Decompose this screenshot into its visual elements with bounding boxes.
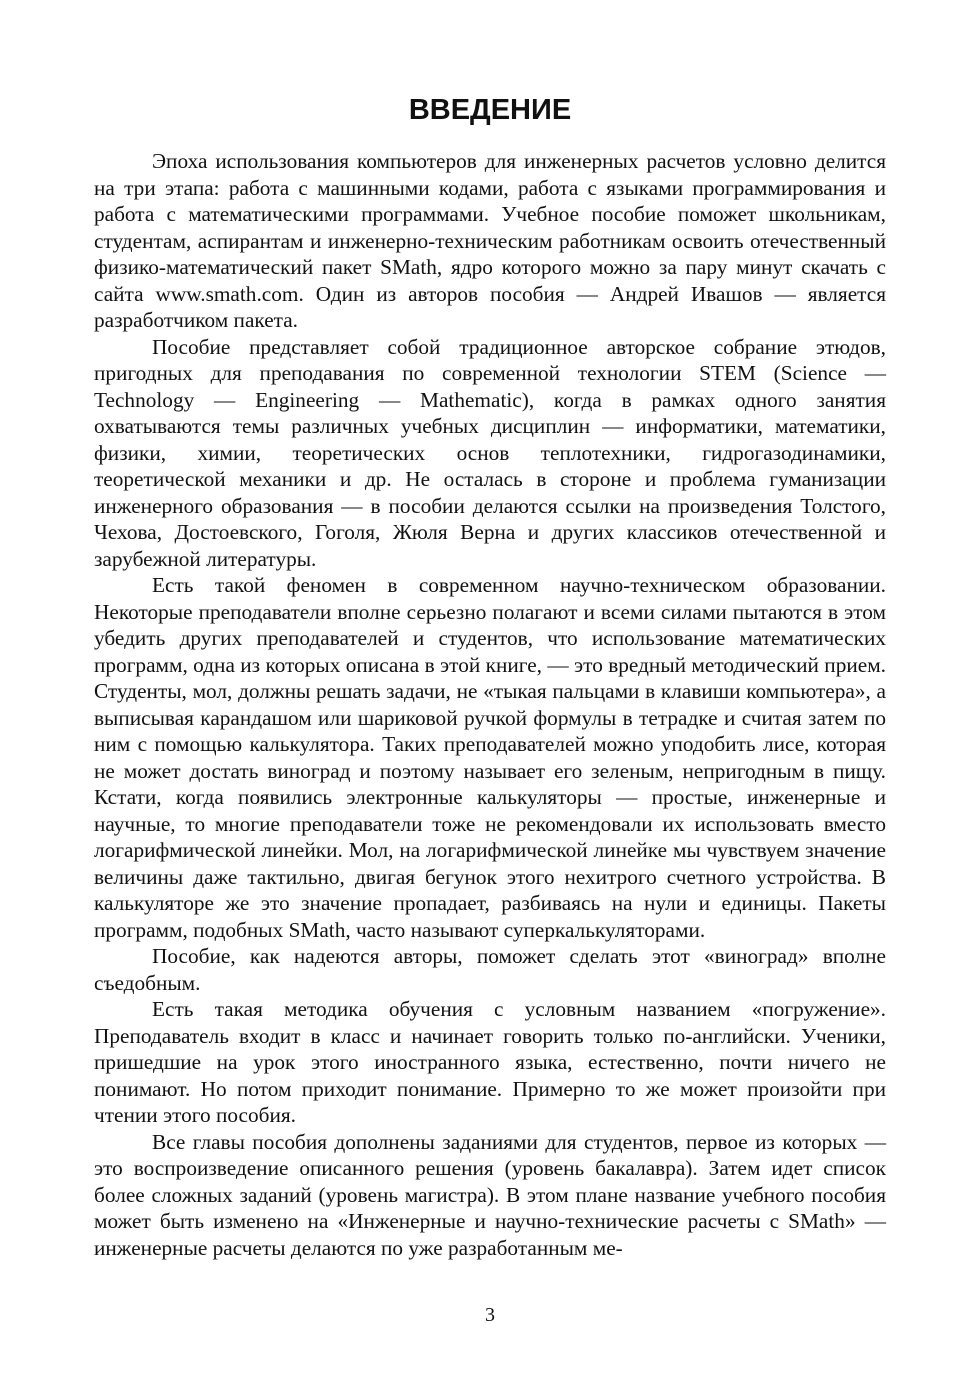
- paragraph-6: Все главы пособия дополнены заданиями для студентов, первое из которых — это воспроизведение описанного решения (уровень бакалавра). Затем идет список более сложных заданий (уровень магистра). В этом плане название учебного пособия может быть изменено на «Инженерные и научно-технические расчеты с SMath» — инженерные расчеты делаются по уже разработанным ме-: [94, 1129, 886, 1260]
- paragraph-1: Эпоха использования компьютеров для инженерных расчетов условно делится на три этапа: работа с машинными кодами, работа с языками программирования и работа с математическими программами. Учебное пособие поможет школьникам, студентам, аспирантам и инженерно-техническим работникам освоить отечественный физико-математический пакет SMath, ядро которого можно за пару минут скачать с сайта www.smath.com. Один из авторов пособия — Андрей Ивашов — является разработчиком пакета.: [94, 149, 886, 332]
- page-heading: ВВЕДЕНИЕ: [408, 94, 572, 126]
- paragraph-2: Пособие представляет собой традиционное авторское собрание этюдов, пригодных для преподавания по современной технологии STEM (Science — Technology — Engineering — Mathematic), когда в рамках одного занятия охватываются темы различных учебных дисциплин — информатики, математики, физики, химии, теоретических основ теплотехники, гидрогазодинамики, теоретической механики и др. Не осталась в стороне и проблема гуманизации инженерного образования — в пособии делаются ссылки на произведения Толстого, Чехова, Достоевского, Гоголя, Жюля Верна и других классиков отечественной и зарубежной литературы.: [94, 334, 886, 571]
- page-number: 3: [485, 1304, 495, 1326]
- paragraph-4: Пособие, как надеются авторы, поможет сделать этот «виноград» вполне съедобным.: [94, 944, 886, 995]
- paragraph-3: Есть такой феномен в современном научно-техническом образовании. Некоторые преподаватели вполне серьезно полагают и всеми силами пытаются в этом убедить других преподавателей и студентов, что использование математических программ, одна из которых описана в этой книге, — это вредный методический прием. Студенты, мол, должны решать задачи, не «тыкая пальцами в клавиши компьютера», а выписывая карандашом или шариковой ручкой формулы в тетрадке и считая затем по ним с помощью калькулятора. Таких преподавателей можно уподобить лисе, которая не может достать виноград и поэтому называет его зеленым, непригодным в пищу. Кстати, когда появились электронные калькуляторы — простые, инженерные и научные, то многие преподаватели тоже не рекомендовали их использовать вместо логарифмической линейки. Мол, на логарифмической линейке мы чувствуем значение величины даже тактильно, двигая бегунок этого нехитрого счетного устройства. В калькуляторе же это значение пропадает, разбиваясь на нули и единицы. Пакеты программ, подобных SMath, часто называют суперкалькуляторами.: [94, 573, 886, 942]
- paragraph-5: Есть такая методика обучения с условным названием «погружение». Преподаватель входит в класс и начинает говорить только по-английски. Ученики, пришедшие на урок этого иностранного языка, естественно, почти ничего не понимают. Но потом приходит понимание. Примерно то же может произойти при чтении этого пособия.: [94, 997, 886, 1127]
- body-text: [94, 148, 886, 1261]
